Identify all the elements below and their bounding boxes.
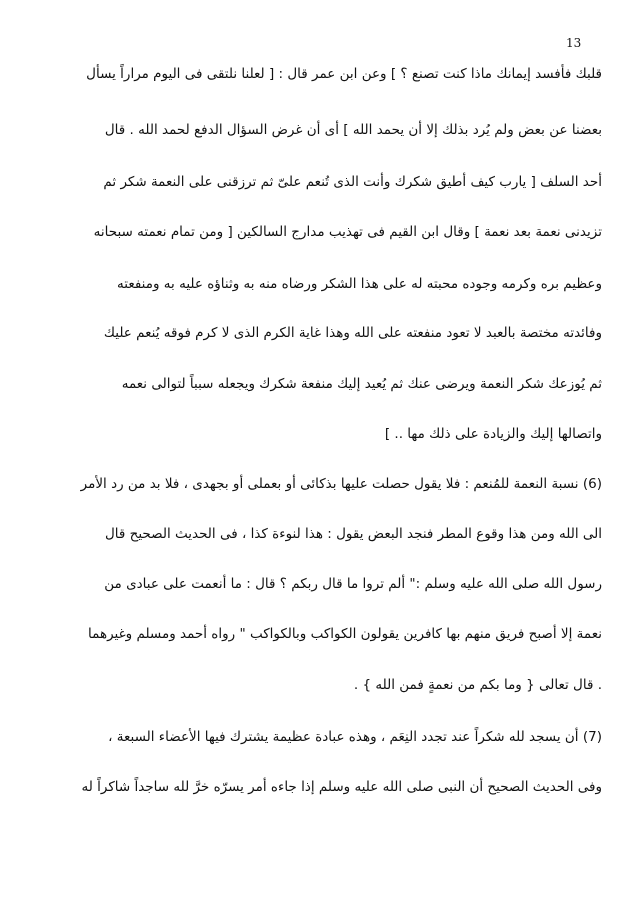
text-line-12: نعمة إلا أصبح فريق منهم بها كافرين يقولون الكواكب وبالكواكب " رواه أحمد ومسلم وغيرهما [88, 626, 602, 642]
text-line-15: وفى الحديث الصحيح أن النبى صلى الله عليه وسلم إذا جاءه أمر يسرّه خرَّ لله ساجداً شاكراً له [81, 779, 602, 795]
text-line-7: ثم يُوزعك شكر النعمة ويرضى عنك ثم يُعيد إليك منفعة شكرك ويجعله سبباً لتوالى نعمه [121, 376, 602, 392]
text-line-3: أحد السلف [ يارب كيف أطيق شكرك وأنت الذى تُنعم علىّ ثم ترزقنى على النعمة شكر ثم [103, 174, 602, 190]
text-line-4: تزيدنى نعمة بعد نعمة ] وقال ابن القيم فى تهذيب مدارج السالكين [ ومن تمام نعمته سبحانه [93, 224, 602, 240]
text-line-2: بعضنا عن بعض ولم يُرد بذلك إلا أن يحمد الله ] أى أن غرض السؤال الدفع لحمد الله . قال [104, 122, 602, 138]
text-line-10: الى الله ومن هذا وقوع المطر فنجد البعض يقول : هذا لنوءة كذا ، فى الحديث الصحيح قال [104, 526, 602, 542]
text-line-9: (6) نسبة النعمة للمُنعم : فلا يقول حصلت عليها بذكائى أو بعملى أو بجهدى ، فلا بد من رد الأمر [80, 476, 602, 492]
text-line-1: قلبك فأفسد إيمانك ماذا كنت تصنع ؟ ] وعن ابن عمر قال : [ لعلنا نلتقى فى اليوم مراراً يسأل [86, 66, 602, 82]
page-number: 13 [566, 36, 582, 50]
text-line-14: (7) أن يسجد لله شكراً عند تجدد النِعَم ، وهذه عبادة عظيمة يشترك فيها الأعضاء السبعة ، [108, 729, 602, 745]
text-line-11: رسول الله صلى الله عليه وسلم :" ألم تروا ما قال ربكم ؟ قال : ما أنعمت على عبادى من [104, 576, 602, 592]
text-line-13: . قال تعالى { وما بكم من نعمةٍ فمن الله } . [353, 677, 602, 693]
text-line-8: واتصالها إليك والزيادة على ذلك مها .. ] [384, 426, 602, 442]
text-line-6: وفائدته مختصة بالعبد لا تعود منفعته على الله وهذا غاية الكرم الذى لا كرم فوقه يُنعم عليك [103, 325, 602, 341]
text-line-5: وعظيم بره وكرمه وجوده محبته له على هذا الشكر ورضاه منه به وثناؤه عليه به ومنفعته [117, 276, 602, 292]
